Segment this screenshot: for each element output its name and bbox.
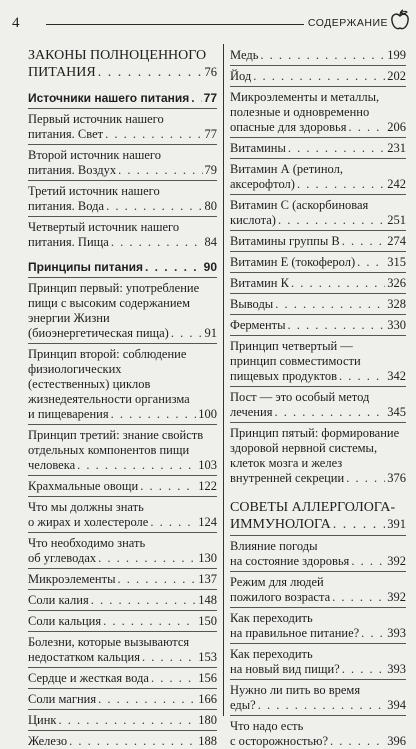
toc-entry-title-line: Выводы: [230, 297, 274, 311]
toc-page-number: 153: [198, 650, 217, 664]
dot-leader: [151, 671, 196, 686]
dot-leader: [150, 515, 196, 530]
toc-entry: [230, 272, 406, 291]
toc-page-number: 137: [198, 572, 217, 586]
toc-entry-title-line: Первый источник нашего: [28, 112, 164, 126]
toc-entry-title-line: Железо: [28, 734, 68, 748]
toc-page-number: 166: [198, 692, 217, 706]
dot-leader: [140, 479, 196, 494]
toc-entry-title-line: и пищеварения: [28, 407, 109, 421]
toc-entry-title-line: Витамин А (ретинол,: [230, 162, 344, 176]
toc-page-number: 391: [387, 517, 406, 531]
toc-entry: [28, 589, 217, 608]
dot-leader: [171, 326, 203, 341]
toc-page-number: 345: [387, 405, 406, 419]
toc-entry-title-line: питания. Свет: [28, 127, 104, 141]
dot-leader: [348, 120, 385, 135]
toc-page-number: 188: [198, 734, 217, 748]
dot-leader: [260, 48, 385, 63]
toc-entry: [28, 610, 217, 629]
toc-entry: [230, 571, 406, 605]
toc-page-number: 100: [198, 407, 217, 421]
toc-page-number: 122: [198, 479, 217, 493]
column-divider: [223, 44, 224, 716]
toc-entry: [230, 314, 406, 333]
toc-entry-title-line: опасные для здоровья: [230, 120, 347, 134]
toc-entry-title-line: кислота): [230, 213, 276, 227]
dot-leader: [288, 141, 385, 156]
dot-leader: [275, 297, 385, 312]
toc-page-number: 199: [387, 48, 406, 62]
toc-entry-title-line: Принцип третий: знание свойств: [28, 428, 204, 442]
toc-entry: [28, 216, 217, 250]
toc-entry-title-line: ЗАКОНЫ ПОЛНОЦЕННОГО: [28, 48, 207, 63]
dot-leader: [58, 713, 196, 728]
toc-page-number: 80: [204, 199, 217, 213]
toc-entry-title-line: Принцип четвертый —: [230, 339, 353, 353]
toc-entry: [230, 137, 406, 156]
dot-leader: [111, 235, 203, 250]
toc-page-number: 231: [387, 141, 406, 155]
toc-page-number: 206: [387, 120, 406, 134]
toc-entry: [230, 643, 406, 677]
toc-entry: [230, 65, 406, 84]
toc-page-number: 394: [387, 698, 406, 712]
toc-entry-title-line: Болезни, которые вызываются: [28, 635, 190, 649]
toc-entry: [28, 424, 217, 473]
toc-entry-title-line: Третий источник нашего: [28, 184, 160, 198]
dot-leader: [117, 572, 196, 587]
dot-leader: [361, 626, 385, 641]
dot-leader: [105, 127, 202, 142]
dot-leader: [98, 551, 196, 566]
dot-leader: [291, 276, 385, 291]
dot-leader: [111, 407, 197, 422]
toc-entry-title-line: Витамин С (аскорбиновая: [230, 198, 369, 212]
toc-entry-title-line: Как переходить: [230, 647, 313, 661]
toc-entry: [28, 277, 217, 341]
toc-entry: [230, 500, 406, 533]
toc-entry: [230, 386, 406, 420]
toc-entry-title-line: Принципы питания: [28, 260, 143, 274]
toc-entry: [28, 631, 217, 665]
apple-icon: [390, 8, 410, 32]
toc-page-number: 392: [387, 554, 406, 568]
toc-entry-title-line: Источники нашего питания: [28, 91, 190, 105]
toc-entry-title-line: Медь: [230, 48, 259, 62]
toc-entry-title-line: Режим для людей: [230, 575, 324, 589]
dot-leader: [333, 517, 386, 533]
dot-leader: [332, 590, 385, 605]
dot-leader: [342, 662, 386, 677]
toc-entry-title-line: Что надо есть: [230, 719, 304, 733]
toc-entry: [230, 335, 406, 384]
dot-leader: [69, 734, 196, 749]
dot-leader: [357, 255, 385, 270]
toc-page-number: 315: [387, 255, 406, 269]
toc-entry-title-line: энергии Жизни: [28, 311, 110, 325]
toc-page-number: 103: [198, 458, 217, 472]
toc-entry-title-line: недостатком кальция: [28, 650, 140, 664]
toc-entry-title-line: пожилого возраста: [230, 590, 331, 604]
toc-entry-title-line: Сердце и жесткая вода: [28, 671, 149, 685]
toc-entry-title-line: СОВЕТЫ АЛЛЕРГОЛОГА-: [230, 500, 396, 515]
toc-entry: [28, 496, 217, 530]
toc-page-number: 251: [387, 213, 406, 227]
toc-page-number: 150: [198, 614, 217, 628]
toc-entry: [28, 144, 217, 178]
toc-entry-title-line: Микроэлементы: [28, 572, 116, 586]
dot-leader: [77, 458, 196, 473]
toc-page-number: 77: [204, 127, 217, 141]
toc-entry: [28, 667, 217, 686]
toc-page-number: 90: [203, 260, 217, 274]
toc-entry: [28, 91, 217, 106]
toc-entry: [28, 568, 217, 587]
toc-entry: [28, 532, 217, 566]
dot-leader: [98, 692, 196, 707]
toc-entry-title-line: Цинк: [28, 713, 57, 727]
toc-entry: [230, 158, 406, 192]
toc-page-number: 326: [387, 276, 406, 290]
toc-entry: [230, 48, 406, 63]
toc-entry-title-line: Микроэлементы и металлы,: [230, 90, 380, 104]
toc-entry-title-line: Четвертый источник нашего: [28, 220, 180, 234]
dot-leader: [145, 260, 202, 275]
toc-entry: [28, 180, 217, 214]
toc-entry-title-line: принцип совместимости: [230, 354, 361, 368]
toc-entry-title-line: здоровой нервной системы,: [230, 441, 378, 455]
toc-entry: [230, 194, 406, 228]
dot-leader: [274, 405, 385, 420]
toc-entry-title-line: внутренней секреции: [230, 471, 345, 485]
toc-entry-title-line: о жирах и холестероле: [28, 515, 149, 529]
toc-page-number: 130: [198, 551, 217, 565]
toc-entry-title-line: ПИТАНИЯ: [28, 65, 96, 80]
toc-entry: [28, 730, 217, 749]
dot-leader: [342, 234, 386, 249]
toc-entry-title-line: Витамин К: [230, 276, 289, 290]
toc-entry-title-line: лечения: [230, 405, 273, 419]
dot-leader: [191, 91, 201, 106]
toc-page-number: 328: [387, 297, 406, 311]
toc-entry: [230, 251, 406, 270]
toc-entry-title-line: Нужно ли пить во время: [230, 683, 361, 697]
dot-leader: [278, 213, 385, 228]
dot-leader: [98, 65, 203, 81]
toc-page-number: 76: [204, 65, 217, 79]
toc-entry-title-line: Витамины группы В: [230, 234, 340, 248]
toc-entry: [28, 343, 217, 422]
toc-entry-title-line: (биоэнергетическая пища): [28, 326, 169, 340]
header-rule: [46, 24, 304, 25]
toc-entry-title-line: Второй источник нашего: [28, 148, 162, 162]
toc-entry-title-line: об углеводах: [28, 551, 97, 565]
dot-leader: [339, 369, 385, 384]
toc-right-column: [230, 48, 406, 749]
toc-page-number: 396: [387, 734, 406, 748]
toc-entry: [28, 260, 217, 275]
toc-entry-title-line: на правильное питание?: [230, 626, 360, 640]
toc-entry-title-line: Как переходить: [230, 611, 313, 625]
dot-leader: [288, 318, 386, 333]
toc-page-number: 148: [198, 593, 217, 607]
toc-page-number: 180: [198, 713, 217, 727]
dot-leader: [330, 734, 385, 749]
toc-entry-title-line: (естественных) циклов: [28, 377, 151, 391]
toc-page-number: 84: [204, 235, 217, 249]
toc-entry-title-line: Соли калия: [28, 593, 89, 607]
toc-entry-title-line: Принцип второй: соблюдение: [28, 347, 187, 361]
dot-leader: [258, 698, 386, 713]
toc-entry-title-line: пищи с высоким содержанием: [28, 296, 191, 310]
toc-page-number: 242: [387, 177, 406, 191]
toc-page-number: 342: [387, 369, 406, 383]
dot-leader: [351, 554, 385, 569]
toc-entry-title-line: аксерофтол): [230, 177, 295, 191]
toc-entry: [230, 607, 406, 641]
toc-entry: [28, 48, 217, 81]
dot-leader: [106, 199, 202, 214]
dot-leader: [91, 593, 197, 608]
toc-entry-title-line: Соли кальция: [28, 614, 102, 628]
toc-page-number: 393: [387, 662, 406, 676]
toc-entry-title-line: питания. Воздух: [28, 163, 117, 177]
toc-entry-title-line: Йод: [230, 69, 252, 83]
toc-entry: [28, 108, 217, 142]
toc-entry: [230, 422, 406, 486]
toc-entry-title-line: Соли магния: [28, 692, 97, 706]
toc-page-number: 376: [387, 471, 406, 485]
toc-entry: [28, 688, 217, 707]
toc-entry-title-line: физиологических: [28, 362, 122, 376]
toc-entry: [230, 230, 406, 249]
toc-entry-title-line: ИММУНОЛОГА: [230, 517, 331, 532]
toc-entry: [230, 293, 406, 312]
toc-entry: [230, 679, 406, 713]
dot-leader: [118, 163, 202, 178]
toc-entry-title-line: Витамины: [230, 141, 286, 155]
toc-entry-title-line: полезные и одновременно: [230, 105, 370, 119]
dot-leader: [297, 177, 385, 192]
toc-entry-title-line: пищевых продуктов: [230, 369, 338, 383]
section-title: СОДЕРЖАНИЕ: [307, 17, 388, 29]
toc-entry-title-line: с осторожностью?: [230, 734, 329, 748]
toc-entry-title-line: клеток мозга и желез: [230, 456, 343, 470]
toc-entry-title-line: на новый вид пищи?: [230, 662, 340, 676]
toc-entry-title-line: Что необходимо знать: [28, 536, 146, 550]
toc-entry: [230, 715, 406, 749]
toc-entry-title-line: жизнедеятельности организма: [28, 392, 190, 406]
dot-leader: [103, 614, 196, 629]
toc-entry-title-line: на состояние здоровья: [230, 554, 350, 568]
toc-entry-title-line: Крахмальные овощи: [28, 479, 139, 493]
toc-entry-title-line: Что мы должны знать: [28, 500, 144, 514]
toc-entry: [28, 475, 217, 494]
toc-page-number: 392: [387, 590, 406, 604]
toc-entry: [230, 535, 406, 569]
toc-page-number: 330: [387, 318, 406, 332]
toc-page-number: 274: [387, 234, 406, 248]
toc-entry-title-line: Влияние погоды: [230, 539, 318, 553]
toc-page-number: 79: [204, 163, 217, 177]
dot-leader: [142, 650, 196, 665]
dot-leader: [346, 471, 385, 486]
page-header: [0, 0, 416, 40]
toc-page-number: 393: [387, 626, 406, 640]
toc-page-number: 77: [203, 91, 217, 105]
toc-entry-title-line: Пост — это особый метод: [230, 390, 370, 404]
toc-page-number: 124: [198, 515, 217, 529]
toc-entry-title-line: Принцип первый: употребление: [28, 281, 200, 295]
toc-page-number: 91: [204, 326, 217, 340]
toc-page-number: 156: [198, 671, 217, 685]
toc-entry-title-line: Витамин Е (токоферол): [230, 255, 356, 269]
toc-entry-title-line: питания. Вода: [28, 199, 105, 213]
page-number: 4: [12, 15, 20, 31]
toc-page-number: 202: [387, 69, 406, 83]
toc-entry-title-line: Ферменты: [230, 318, 286, 332]
toc-left-column: [28, 48, 217, 749]
toc-entry-title-line: отдельных компонентов пищи: [28, 443, 190, 457]
dot-leader: [253, 69, 385, 84]
toc-entry-title-line: питания. Пища: [28, 235, 109, 249]
toc-entry-title-line: Принцип пятый: формирование: [230, 426, 400, 440]
toc-entry: [230, 86, 406, 135]
toc-entry-title-line: человека: [28, 458, 76, 472]
toc-entry-title-line: еды?: [230, 698, 256, 712]
